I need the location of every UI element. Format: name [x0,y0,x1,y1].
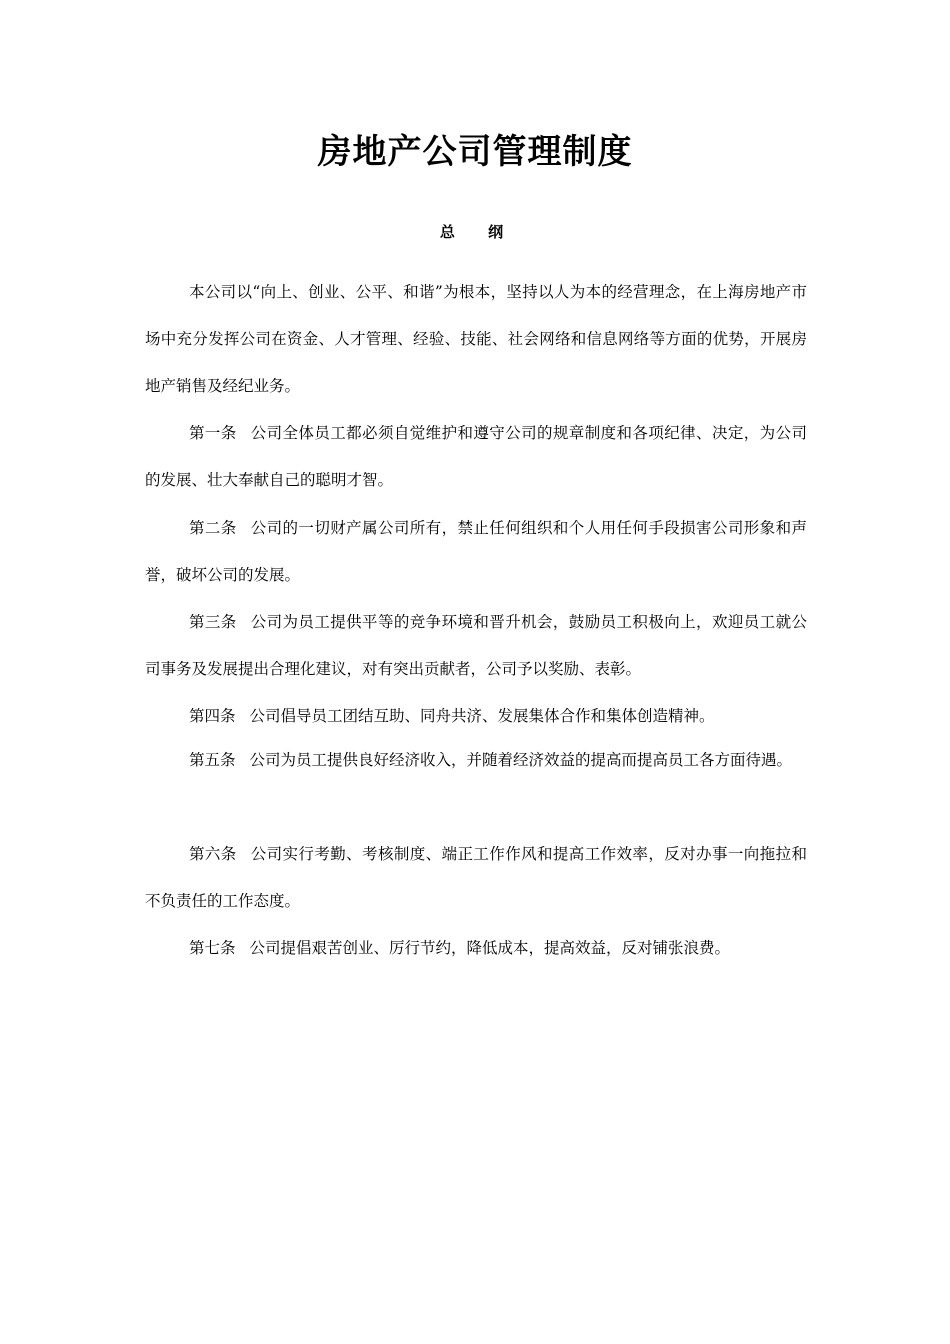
article-label: 第六条 [189,845,237,863]
article-label: 第三条 [189,613,237,631]
article-text: 公司倡导员工团结互助、同舟共济、发展集体合作和集体创造精神。 [249,707,715,725]
article-2 [145,505,807,599]
article-6 [145,831,807,925]
article-text: 公司实行考勤、考核制度、端正工作作风和提高工作效率，反对办事一向拖拉和不负责任的工作态度。 [145,845,807,910]
article-text: 公司为员工提供平等的竞争环境和晋升机会，鼓励员工积极向上，欢迎员工就公司事务及发展提出合理化建议，对有突出贡献者，公司予以奖励、表彰。 [145,613,807,678]
article-text: 公司提倡艰苦创业、厉行节约，降低成本，提高效益，反对铺张浪费。 [249,939,731,957]
article-label: 第四条 [189,707,236,725]
article-label: 第二条 [189,519,237,537]
article-4 [145,693,807,740]
article-text: 公司为员工提供良好经济收入，并随着经济效益的提高而提高员工各方面待遇。 [249,751,793,769]
article-text: 公司全体员工都必须自觉维护和遵守公司的规章制度和各项纪律、决定，为公司的发展、壮大奉献自己的聪明才智。 [145,424,807,489]
article-text: 公司的一切财产属公司所有，禁止任何组织和个人用任何手段损害公司形象和声誉，破坏公司的发展。 [145,519,807,584]
article-5 [145,737,807,784]
document-title: 房地产公司管理制度 [317,132,633,172]
article-label: 第一条 [189,424,237,442]
section-heading: 总 纲 [439,223,518,241]
article-3 [145,599,807,693]
article-label: 第五条 [189,751,236,769]
article-7 [145,925,807,972]
article-1 [145,410,807,504]
article-label: 第七条 [189,939,236,957]
intro-paragraph: 本公司以“向上、创业、公平、和谐”为根本，坚持以人为本的经营理念，在上海房地产市场中充分发挥公司在资金、人才管理、经验、技能、社会网络和信息网络等方面的优势，开展房地产销售及经纪业务。 [145,283,807,395]
